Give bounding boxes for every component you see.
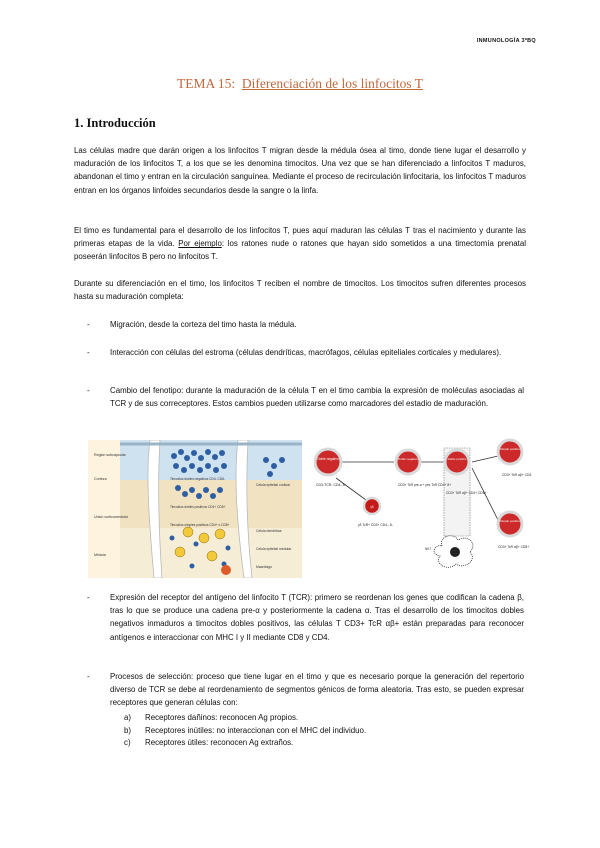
thymocyte-stages-diagram	[314, 428, 532, 584]
title-link[interactable]: Diferenciación de los linfocitos T	[241, 76, 424, 91]
marker-label: CD3-TCR- CD4- 8-	[316, 483, 346, 487]
marker-label: γδ TcR+ CD3+ CD4-, 8-	[358, 523, 393, 527]
header-tag: INMUNOLOGÍA 3ºBQ	[476, 38, 536, 44]
thymus-diagram	[88, 440, 302, 578]
label-macrophage: Macrófago	[256, 565, 273, 569]
sublist-item	[124, 737, 366, 750]
title-prefix: TEMA 15:	[176, 76, 236, 91]
paragraph-1: Las células madre que darán origen a los linfocitos T migran desde la médula ósea al timo, donde tiene lugar el desarrollo y maduración de los linfocitos T, a los que se les denomina timocitos. Una vez que se han diferenciado a linfocitos T maduros, abandonan el timo y entran en la circulación sanguínea. Mediante el proceso de recirculación linfocitaria, los linfocitos T maduros entran en los órganos linfoides secundarios desde la sangre o la linfa.	[74, 146, 526, 195]
section-heading: 1. Introducción	[74, 116, 156, 130]
cell-double-negative-2	[396, 450, 420, 474]
label-double-negative: Timocitos dobles negativos CD4- CD8-	[170, 477, 225, 481]
label-double-positive: Timocitos dobles positivos CD4+ CD8+	[170, 505, 226, 509]
cell-label: NKT	[425, 547, 432, 551]
cell-single-positive-cd8	[498, 512, 522, 536]
bullet-text: Interacción con células del estroma (células dendríticas, macrófagos, células epiteliales corticales y medulares).	[110, 348, 502, 357]
sublist-text: Receptores útiles: reconocen Ag extraños.	[145, 738, 294, 748]
cell-label: Simple positivo	[499, 447, 521, 451]
bullet-item: - Expresión del receptor del antígeno del linfocito T (TCR): primero se reordenan los genes que codifican la cadena β, tras lo que se produce una cadena pre-α y posteriormente la cadena α. Tras el desarrollo de los timocitos dobles negativos inmaduros a timocitos dobles positivos, las células T CD3+ TcR αβ+ están preparadas para reconocer antígenos e interaccionar con MHC I y II mediante CD8 y CD4.	[88, 591, 524, 644]
cell-label: γδ	[370, 505, 374, 509]
sublist-item	[124, 712, 366, 725]
cell-nkt	[425, 536, 473, 568]
bullet-text: Expresión del receptor del antígeno del linfocito T (TCR): primero se reordenan los genes que codifican la cadena β, tras lo que se produce una cadena pre-α y posteriormente la cadena α. Tras el desarrollo de los timocitos dobles negativos inmaduros a timocitos dobles positivos, las células T CD3+ TcR αβ+ están preparadas para reconocer antígenos e interaccionar con MHC I y II mediante CD8 y CD4.	[110, 593, 524, 642]
bullet-item: - Migración, desde la corteza del timo hasta la médula.	[88, 318, 524, 331]
cell-gamma-delta	[364, 498, 380, 514]
sublist-letter: b)	[124, 725, 132, 735]
cell-single-positive-cd4	[498, 440, 522, 464]
page-title	[0, 76, 600, 92]
sublist-letter: c)	[124, 738, 131, 748]
bullet-item: - Cambio del fenotipo: durante la maduración de la célula T en el timo cambia la expresión de moléculas asociadas al TCR y de sus correceptores. Estos cambios pueden utilizarse como marcadores del estadio de maduración.	[88, 384, 524, 410]
receptor-sublist	[124, 712, 366, 750]
marker-label: CD3+ TcR pre-α + pre-TcR CD4+ 8+	[398, 483, 452, 487]
label-subcapsular: Región subcapsular	[94, 453, 126, 457]
bullet-item: - Procesos de selección: proceso que tiene lugar en el timo y que es necesario porque la generación del repertorio diverso de TCR se debe al reordenamiento de segmentos génicos de forma aleatoria. Tras esto, se pueden expresar receptores que generan células con:	[88, 670, 524, 710]
thymocyte-stages-svg	[314, 428, 532, 584]
marker-label: CD3+ TcR αβ+ CD4+ CD8+	[446, 491, 487, 495]
paragraph-3: Durante su diferenciación en el timo, los linfocitos T reciben el nombre de timocitos. Los timocitos sufren diferentes procesos hasta su maduración completa:	[74, 279, 526, 302]
paragraph-2	[74, 224, 526, 264]
sublist-letter: a)	[124, 713, 132, 722]
paragraph-2-text-b: : los ratones nude o ratones que hayan sido sometidos a una timectomía prenatal poseerán linfocitos B pero no linfocitos T.	[74, 239, 526, 262]
cell-double-negative-1	[315, 449, 341, 475]
sublist-item	[124, 725, 366, 738]
marker-label: CD3+ TcR αβ+ CD8+	[498, 545, 530, 549]
bullet-text: Procesos de selección: proceso que tiene lugar en el timo y que es necesario porque la generación del repertorio diverso de TCR se debe al reordenamiento de segmentos génicos de forma aleatoria. Tras esto, se pueden expresar receptores que generan células con:	[110, 672, 524, 708]
label-single-positive: Timocitos simples positivos CD4+ o CD8+	[170, 523, 230, 527]
cell-label: Doble positivo	[447, 457, 467, 461]
bullet-text: Migración, desde la corteza del timo hasta la médula.	[110, 320, 297, 329]
cell-label: Doble negativo	[397, 457, 419, 461]
label-cortex: Corteza	[94, 477, 107, 481]
sublist-text: Receptores dañinos: reconocen Ag propios.	[145, 713, 299, 722]
bullet-item: - Interacción con células del estroma (células dendríticas, macrófagos, células epiteliales corticales y medulares).	[88, 346, 524, 359]
sublist-text: Receptores inútiles: no interaccionan con el MHC del individuo.	[145, 725, 367, 735]
marker-label: CD3+ TcR αβ+ CD4+	[502, 473, 532, 477]
bullet-text: Cambio del fenotipo: durante la maduración de la célula T en el timo cambia la expresión de moléculas asociadas al TCR y de sus correceptores. Estos cambios pueden utilizarse como marcadores del estadio de maduración.	[110, 386, 524, 409]
cell-label: Simple positivo	[499, 519, 521, 523]
paragraph-2-text-a: El timo es fundamental para el desarrollo de los linfocitos T, pues aquí maduran las células T tras el nacimiento y durante las primeras etapas de la vida.	[74, 226, 526, 249]
label-cortical-epithelial: Célula epitelial cortical	[256, 483, 290, 487]
thymus-diagram-svg	[88, 440, 302, 578]
label-dendritic-cell: Célula dendrítica	[256, 529, 282, 533]
label-medullary-epithelial: Célula epitelial medular	[256, 547, 292, 551]
cell-label: Doble negativo	[317, 457, 339, 461]
label-medulla: Médula	[94, 553, 106, 557]
label-corticomedullary: Unión corticomedular	[94, 515, 128, 519]
paragraph-2-underlined: Por ejemplo	[178, 239, 222, 249]
